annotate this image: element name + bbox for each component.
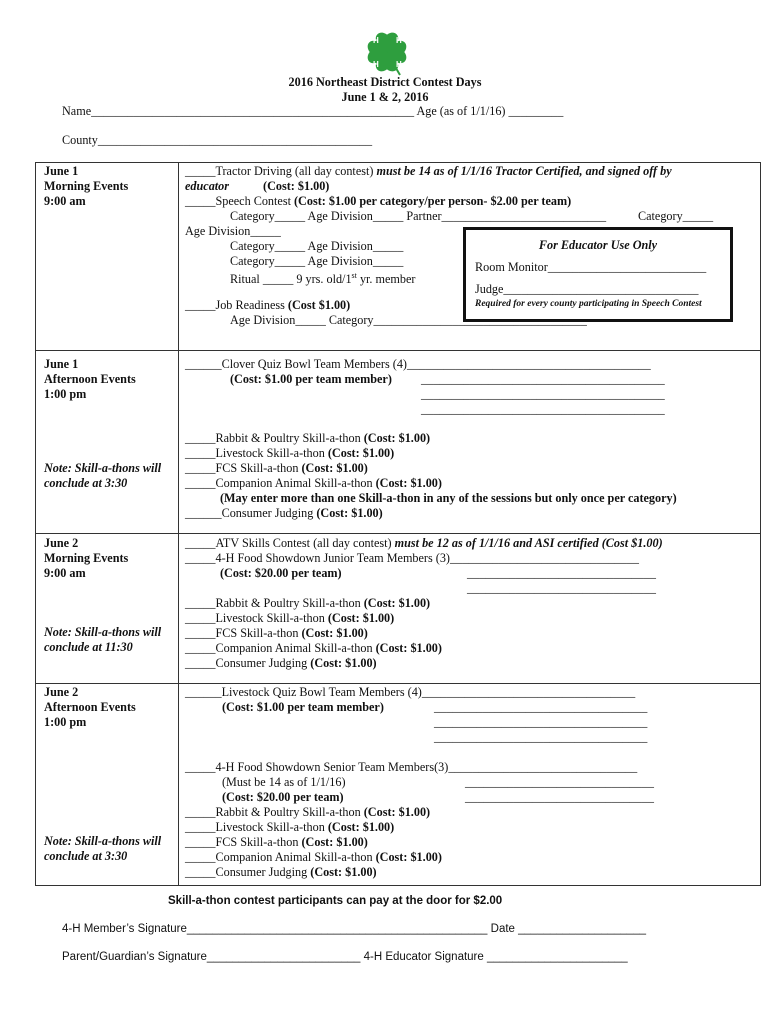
companion-animal-skillathon[interactable]: _____Companion Animal Skill-a-thon (Cost: $1.00) bbox=[185, 476, 442, 490]
team-member-field[interactable]: ________________________________________ bbox=[421, 387, 665, 401]
team-member-field[interactable]: _______________________________ bbox=[465, 775, 654, 789]
livestock-quiz-bowl-entry[interactable]: ______Livestock Quiz Bowl Team Members (4)___________________________________ bbox=[185, 685, 636, 699]
livestock-quiz-cost: (Cost: $1.00 per team member) bbox=[222, 700, 384, 714]
row-divider bbox=[35, 350, 761, 351]
name-row bbox=[62, 104, 563, 119]
fcs-skillathon[interactable]: _____FCS Skill-a-thon (Cost: $1.00) bbox=[185, 626, 368, 640]
livestock-skillathon[interactable]: _____Livestock Skill-a-thon (Cost: $1.00) bbox=[185, 820, 395, 834]
junior-food-showdown-entry[interactable]: _____4-H Food Showdown Junior Team Members (3)_______________________________ bbox=[185, 551, 639, 565]
judge-field[interactable]: Judge________________________________ bbox=[475, 282, 699, 296]
clover-quiz-cost: (Cost: $1.00 per team member) bbox=[230, 372, 392, 386]
fcs-skillathon[interactable]: _____FCS Skill-a-thon (Cost: $1.00) bbox=[185, 461, 368, 475]
atv-skills-entry[interactable]: _____ATV Skills Contest (all day contest) must be 12 as of 1/1/16 and ASI certified (Cost $1.00) bbox=[185, 536, 663, 550]
speech-category-field[interactable]: Category_____ bbox=[638, 209, 714, 223]
member-signature-line[interactable]: 4-H Member’s Signature_______________________________________________ Date ____________________ bbox=[62, 923, 647, 935]
room-monitor-field[interactable]: Room Monitor__________________________ bbox=[475, 260, 707, 274]
section-4-note: Note: Skill-a-thons will conclude at 3:30 bbox=[44, 834, 162, 863]
county-row bbox=[62, 133, 372, 148]
rabbit-poultry-skillathon[interactable]: _____Rabbit & Poultry Skill-a-thon (Cost: $1.00) bbox=[185, 596, 431, 610]
team-member-field[interactable]: ___________________________________ bbox=[434, 700, 648, 714]
speech-contest-entry[interactable]: _____Speech Contest (Cost: $1.00 per category/per person- $2.00 per team) bbox=[185, 194, 572, 208]
section-4-label: June 2 Afternoon Events 1:00 pm bbox=[44, 685, 136, 729]
row-divider bbox=[35, 533, 761, 534]
tractor-driving-entry[interactable]: _____Tractor Driving (all day contest) must be 14 as of 1/1/16 Tractor Certified, and signed off by bbox=[185, 164, 672, 178]
team-member-field[interactable]: ________________________________________ bbox=[421, 402, 665, 416]
section-2-label: June 1 Afternoon Events 1:00 pm bbox=[44, 357, 136, 401]
companion-animal-skillathon[interactable]: _____Companion Animal Skill-a-thon (Cost: $1.00) bbox=[185, 850, 442, 864]
team-member-field[interactable]: _______________________________ bbox=[465, 790, 654, 804]
senior-food-age-note: (Must be 14 as of 1/1/16) bbox=[222, 775, 346, 789]
clover-logo bbox=[360, 27, 414, 79]
svg-text:H: H bbox=[396, 60, 402, 69]
skillathon-note: (May enter more than one Skill-a-thon in any of the sessions but only once per category) bbox=[220, 491, 677, 505]
speech-category-row[interactable]: Category_____ Age Division_____ bbox=[230, 239, 404, 253]
speech-category-row[interactable]: Category_____ Age Division_____ Partner___________________________ bbox=[230, 209, 607, 223]
livestock-skillathon[interactable]: _____Livestock Skill-a-thon (Cost: $1.00) bbox=[185, 446, 395, 460]
senior-food-showdown-entry[interactable]: _____4-H Food Showdown Senior Team Members(3)_______________________________ bbox=[185, 760, 638, 774]
name-label: Name bbox=[62, 104, 92, 118]
section-1-label: June 1 Morning Events 9:00 am bbox=[44, 164, 129, 208]
rabbit-poultry-skillathon[interactable]: _____Rabbit & Poultry Skill-a-thon (Cost: $1.00) bbox=[185, 805, 431, 819]
clover-quiz-bowl-entry[interactable]: ______Clover Quiz Bowl Team Members (4)________________________________________ bbox=[185, 357, 651, 371]
door-payment-note: Skill-a-thon contest participants can pay at the door for $2.00 bbox=[168, 895, 503, 907]
livestock-skillathon[interactable]: _____Livestock Skill-a-thon (Cost: $1.00) bbox=[185, 611, 395, 625]
junior-food-cost: (Cost: $20.00 per team) bbox=[220, 566, 342, 580]
age-field[interactable]: Age (as of 1/1/16) _________ bbox=[416, 104, 564, 118]
team-member-field[interactable]: ________________________________________ bbox=[421, 372, 665, 386]
row-divider bbox=[35, 683, 761, 684]
section-2-note: Note: Skill-a-thons will conclude at 3:30 bbox=[44, 461, 162, 490]
job-readiness-fields[interactable]: Age Division_____ Category___________________________________ bbox=[230, 313, 587, 327]
county-field[interactable]: _____________________________________________ bbox=[97, 133, 373, 147]
ritual-row[interactable]: Ritual _____ 9 yrs. old/1st yr. member bbox=[230, 271, 416, 287]
speech-age-division[interactable]: Age Division_____ bbox=[185, 224, 281, 238]
tractor-driving-cost: educator (Cost: $1.00) bbox=[185, 179, 330, 193]
fcs-skillathon[interactable]: _____FCS Skill-a-thon (Cost: $1.00) bbox=[185, 835, 368, 849]
team-member-field[interactable]: ___________________________________ bbox=[434, 730, 648, 744]
county-label: County bbox=[62, 133, 98, 147]
consumer-judging[interactable]: _____Consumer Judging (Cost: $1.00) bbox=[185, 865, 377, 879]
consumer-judging[interactable]: _____Consumer Judging (Cost: $1.00) bbox=[185, 656, 377, 670]
consumer-judging[interactable]: ______Consumer Judging (Cost: $1.00) bbox=[185, 506, 383, 520]
speech-category-row[interactable]: Category_____ Age Division_____ bbox=[230, 254, 404, 268]
name-field[interactable]: _____________________________________________________ bbox=[91, 104, 415, 118]
section-3-note: Note: Skill-a-thons will conclude at 11:30 bbox=[44, 625, 162, 654]
team-member-field[interactable]: _______________________________ bbox=[467, 581, 656, 595]
parent-educator-signature-line[interactable]: Parent/Guardian’s Signature________________________ 4-H Educator Signature ______________________ bbox=[62, 951, 628, 963]
team-member-field[interactable]: _______________________________ bbox=[467, 566, 656, 580]
educator-use-box bbox=[463, 227, 733, 322]
senior-food-cost: (Cost: $20.00 per team) bbox=[222, 790, 344, 804]
form-dates: June 1 & 2, 2016 bbox=[341, 90, 429, 104]
companion-animal-skillathon[interactable]: _____Companion Animal Skill-a-thon (Cost: $1.00) bbox=[185, 641, 442, 655]
rabbit-poultry-skillathon[interactable]: _____Rabbit & Poultry Skill-a-thon (Cost: $1.00) bbox=[185, 431, 431, 445]
table-divider bbox=[178, 162, 179, 886]
job-readiness-entry[interactable]: _____Job Readiness (Cost $1.00) bbox=[185, 298, 351, 312]
svg-text:H: H bbox=[373, 36, 379, 45]
svg-text:H: H bbox=[396, 36, 402, 45]
section-3-label: June 2 Morning Events 9:00 am bbox=[44, 536, 129, 580]
team-member-field[interactable]: ___________________________________ bbox=[434, 715, 648, 729]
educator-box-title: For Educator Use Only bbox=[538, 238, 658, 252]
form-title: 2016 Northeast District Contest Days bbox=[288, 75, 482, 89]
svg-text:H: H bbox=[373, 60, 379, 69]
educator-box-note: Required for every county participating in Speech Contest bbox=[475, 299, 702, 309]
